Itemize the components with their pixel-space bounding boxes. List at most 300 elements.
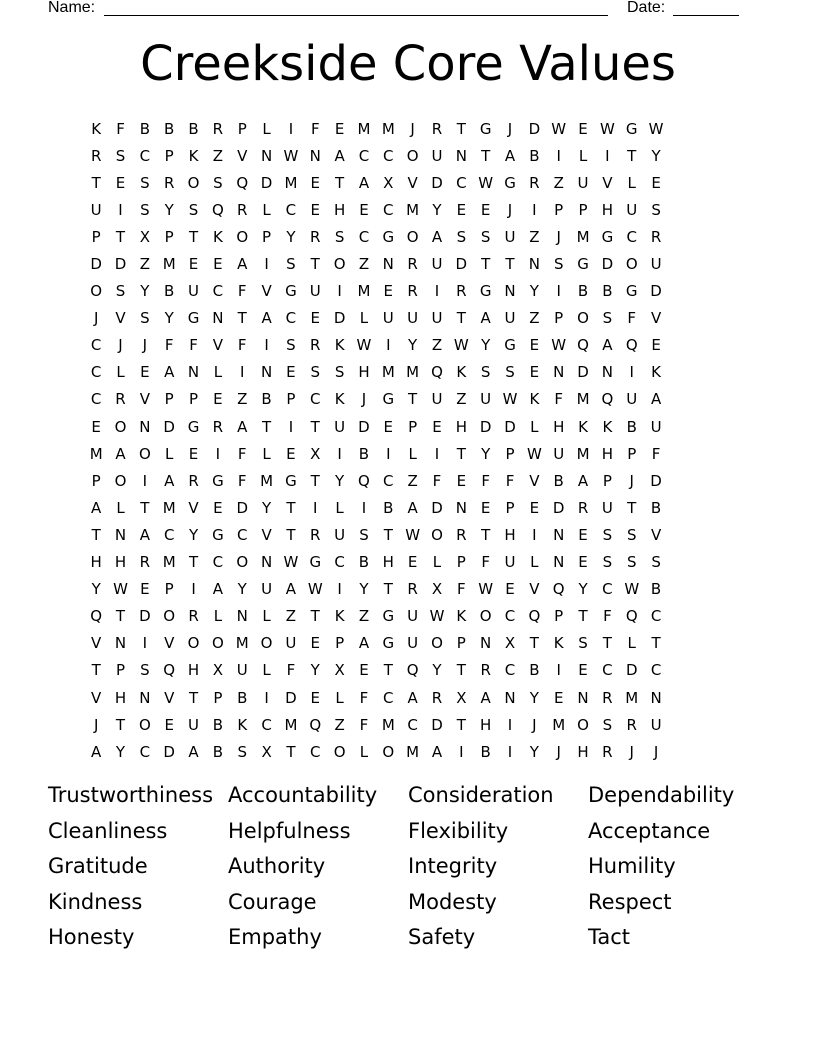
grid-letter: V [91,634,102,653]
grid-letter: A [602,336,613,355]
grid-letter: W [551,336,567,355]
grid-letter: E [213,390,223,409]
grid-letter: A [212,580,224,599]
grid-letter: M [162,255,176,274]
grid-letter: Y [140,282,150,301]
word-list-item: Courage [228,889,317,914]
grid-letter: K [456,607,467,626]
grid-letter: I [264,336,269,355]
grid-letter: A [188,742,199,761]
grid-letter: P [505,498,515,517]
grid-letter: G [577,255,589,274]
grid-letter: I [434,282,440,301]
grid-letter: U [309,282,321,301]
grid-letter: G [285,282,297,301]
grid-letter: U [504,553,516,572]
grid-letter: H [577,742,589,761]
grid-letter: L [262,200,271,219]
grid-letter: A [358,173,370,192]
grid-letter: Q [90,607,103,626]
grid-letter: L [262,607,271,626]
grid-letter: B [383,498,394,517]
grid-letter: I [507,742,513,761]
grid-letter: R [650,227,662,246]
word-list-item: Gratitude [48,854,148,879]
grid-letter: V [115,309,126,328]
grid-letter: T [481,255,491,274]
grid-letter: A [480,688,491,707]
grid-letter: U [504,227,516,246]
grid-letter: Y [335,471,345,490]
grid-letter: N [504,688,516,707]
grid-letter: E [164,715,174,734]
grid-letter: E [651,173,661,192]
grid-letter: S [602,715,613,734]
grid-letter: H [601,200,614,219]
grid-letter: G [479,282,492,301]
grid-row [84,278,732,305]
grid-letter: S [602,553,613,572]
grid-letter: V [529,471,540,490]
grid-letter: G [382,390,395,409]
grid-letter: H [90,553,102,572]
grid-letter: L [408,444,417,463]
grid-letter: F [237,471,247,490]
grid-letter: E [310,173,320,192]
grid-letter: K [212,227,223,246]
grid-letter: G [625,282,638,301]
grid-letter: Q [577,336,589,355]
grid-letter: K [334,607,345,626]
grid-letter: J [410,119,415,138]
grid-letter: U [188,715,200,734]
grid-letter: E [480,498,491,517]
grid-letter: W [429,607,445,626]
grid-letter: M [406,200,420,219]
grid-letter: T [456,444,466,463]
name-blank-line [104,15,608,16]
grid-letter: P [91,471,101,490]
grid-letter: Q [552,580,565,599]
grid-letter: G [382,607,395,626]
grid-letter: B [261,390,272,409]
grid-letter: Y [237,580,247,599]
grid-letter: H [114,553,127,572]
grid-letter: T [91,525,101,544]
grid-letter: R [310,336,321,355]
grid-letter: U [577,173,589,192]
grid-letter: T [140,498,150,517]
grid-letter: Y [286,227,296,246]
grid-row [84,630,732,657]
grid-letter: C [383,688,394,707]
grid-letter: T [627,146,637,165]
grid-letter: Z [529,309,540,328]
grid-letter: T [286,525,296,544]
grid-letter: N [212,309,224,328]
grid-letter: F [627,309,637,328]
grid-letter: P [554,309,564,328]
grid-letter: T [310,471,320,490]
grid-letter: N [260,363,273,382]
grid-letter: L [213,607,223,626]
grid-letter: C [285,200,297,219]
grid-letter: M [406,363,420,382]
word-list-item: Empathy [228,925,322,950]
grid-letter: U [90,200,102,219]
grid-letter: O [406,227,419,246]
grid-letter: I [507,715,513,734]
grid-letter: Z [334,715,345,734]
grid-letter: A [115,444,126,463]
grid-letter: S [140,200,150,219]
page-title: Creekside Core Values [140,36,676,92]
grid-letter: U [334,525,346,544]
name-label: Name: [48,0,96,16]
grid-letter: Z [358,607,370,626]
grid-letter: T [456,119,466,138]
grid-letter: D [260,173,273,192]
grid-letter: D [528,119,541,138]
grid-letter: S [578,634,588,653]
worksheet-header [0,0,816,20]
grid-letter: Z [553,173,564,192]
grid-letter: R [115,390,126,409]
grid-letter: M [284,173,298,192]
grid-letter: I [629,363,634,382]
grid-letter: E [91,417,101,436]
grid-letter: Z [358,255,370,274]
grid-row [84,738,732,765]
grid-letter: R [188,607,199,626]
grid-row [84,250,732,277]
grid-letter: I [556,661,561,680]
grid-letter: T [188,227,199,246]
grid-letter: J [93,309,99,328]
grid-letter: P [115,661,126,680]
grid-letter: E [334,119,345,138]
grid-letter: C [163,525,175,544]
grid-letter: C [139,146,151,165]
grid-letter: T [481,146,491,165]
grid-letter: Q [211,200,224,219]
grid-letter: E [432,417,442,436]
grid-letter: I [288,119,294,138]
word-list [48,780,768,958]
grid-letter: L [213,363,223,382]
grid-letter: G [625,119,638,138]
grid-letter: K [334,390,345,409]
grid-letter: X [383,173,394,192]
grid-letter: L [359,309,369,328]
grid-letter: K [553,634,564,653]
grid-letter: M [576,444,590,463]
grid-letter: N [455,498,467,517]
grid-letter: S [505,363,515,382]
grid-letter: T [529,634,539,653]
grid-letter: I [142,471,148,490]
grid-letter: E [407,553,418,572]
grid-letter: U [431,309,443,328]
grid-letter: I [605,146,610,165]
grid-letter: Y [115,742,126,761]
word-list-item: Authority [228,854,326,879]
grid-letter: I [264,688,269,707]
grid-letter: A [237,255,248,274]
grid-row [84,711,732,738]
grid-letter: T [286,498,296,517]
grid-letter: V [139,390,150,409]
grid-letter: M [260,471,274,490]
grid-letter: E [578,661,588,680]
grid-letter: W [478,580,494,599]
grid-letter: F [554,390,564,409]
grid-letter: D [431,498,443,517]
grid-letter: O [382,742,395,761]
grid-letter: B [358,444,370,463]
grid-letter: O [625,255,638,274]
grid-letter: F [359,688,369,707]
grid-letter: P [164,390,174,409]
grid-letter: U [650,715,662,734]
word-list-item: Cleanliness [48,818,168,843]
grid-letter: O [431,525,443,544]
grid-letter: R [407,255,418,274]
grid-letter: H [480,715,492,734]
grid-letter: C [236,525,248,544]
grid-letter: B [529,661,540,680]
grid-letter: C [90,390,102,409]
grid-letter: Y [408,336,418,355]
grid-letter: R [602,742,613,761]
grid-letter: D [163,742,175,761]
grid-letter: Q [163,661,176,680]
grid-row [84,196,732,223]
grid-letter: P [408,417,418,436]
grid-letter: B [212,742,224,761]
grid-letter: M [357,282,371,301]
grid-letter: K [529,390,540,409]
grid-letter: Q [431,363,443,382]
grid-letter: W [113,580,128,599]
grid-row [84,576,732,603]
grid-letter: L [359,742,369,761]
grid-letter: T [383,525,393,544]
grid-letter: I [386,444,391,463]
grid-letter: P [164,146,174,165]
grid-letter: F [164,336,174,355]
grid-letter: S [188,200,199,219]
grid-letter: S [626,553,637,572]
grid-letter: N [114,634,127,653]
grid-letter: H [504,525,516,544]
word-list-item: Helpfulness [228,818,351,843]
grid-letter: U [261,580,273,599]
grid-letter: I [118,200,123,219]
grid-letter: D [577,363,589,382]
grid-letter: S [115,282,126,301]
grid-letter: G [382,227,395,246]
grid-letter: E [310,309,320,328]
grid-letter: L [116,498,125,517]
grid-letter: P [189,390,199,409]
grid-letter: M [284,715,298,734]
grid-letter: F [237,282,247,301]
grid-letter: D [601,255,614,274]
grid-letter: D [358,417,370,436]
grid-letter: H [601,444,614,463]
grid-letter: N [553,525,565,544]
grid-letter: P [164,580,174,599]
grid-letter: Z [407,471,418,490]
grid-letter: A [431,742,443,761]
word-list-item: Honesty [48,925,135,950]
grid-letter: W [502,390,518,409]
grid-letter: O [577,715,589,734]
grid-letter: T [261,417,272,436]
grid-letter: C [456,173,467,192]
grid-letter: B [602,282,613,301]
grid-row [84,359,732,386]
grid-letter: Y [261,498,272,517]
grid-letter: S [602,309,613,328]
word-list-item: Kindness [48,889,143,914]
grid-letter: A [237,417,248,436]
grid-letter: O [163,607,176,626]
grid-letter: R [163,173,175,192]
grid-letter: R [456,282,467,301]
grid-letter: R [139,553,151,572]
grid-letter: K [456,363,467,382]
grid-letter: W [283,553,299,572]
grid-letter: V [602,173,613,192]
grid-letter: P [554,607,564,626]
grid-letter: G [504,173,516,192]
grid-letter: L [335,688,344,707]
grid-letter: M [381,119,395,138]
grid-letter: O [577,309,589,328]
grid-letter: C [383,200,394,219]
grid-row [84,684,732,711]
grid-letter: V [650,309,662,328]
grid-letter: I [264,255,269,274]
grid-row [84,305,732,332]
grid-letter: P [456,634,466,653]
grid-letter: I [215,444,221,463]
grid-letter: R [407,282,418,301]
date-label: Date: [627,0,666,16]
grid-letter: G [285,471,297,490]
grid-letter: L [116,363,125,382]
grid-letter: N [455,146,467,165]
grid-letter: C [650,607,662,626]
grid-letter: M [162,498,176,517]
grid-letter: I [386,336,391,355]
grid-letter: C [90,363,102,382]
grid-letter: Q [528,607,541,626]
grid-letter: K [651,363,661,382]
grid-letter: V [529,580,540,599]
grid-letter: A [407,498,418,517]
grid-letter: G [187,417,200,436]
grid-letter: Z [456,390,467,409]
grid-letter: J [361,390,367,409]
word-list-item: Consideration [408,783,554,807]
grid-letter: O [114,471,127,490]
grid-letter: R [237,200,248,219]
grid-letter: N [139,417,151,436]
grid-letter: E [456,200,467,219]
grid-letter: Y [91,580,101,599]
grid-letter: G [479,119,492,138]
grid-letter: K [237,715,248,734]
grid-letter: F [286,661,296,680]
grid-letter: O [260,634,273,653]
grid-letter: O [333,255,346,274]
grid-letter: N [260,146,273,165]
grid-letter: J [653,742,659,761]
grid-letter: B [188,119,199,138]
grid-letter: S [480,363,491,382]
grid-letter: U [480,390,492,409]
grid-letter: F [603,607,612,626]
grid-letter: E [310,688,320,707]
grid-letter: B [553,471,564,490]
grid-letter: A [431,227,443,246]
grid-letter: M [381,715,395,734]
grid-letter: A [358,634,370,653]
grid-letter: Y [481,444,491,463]
grid-letter: E [480,200,491,219]
grid-letter: D [504,417,516,436]
grid-letter: X [310,444,321,463]
grid-letter: E [213,498,223,517]
grid-letter: K [602,417,613,436]
grid-letter: E [553,688,564,707]
grid-letter: Y [188,525,199,544]
grid-row [84,223,732,250]
grid-letter: J [532,715,537,734]
word-list-item: Dependability [588,783,735,807]
grid-letter: O [333,742,346,761]
grid-letter: N [139,688,151,707]
grid-letter: Y [651,146,661,165]
grid-letter: D [139,607,151,626]
grid-letter: I [337,580,342,599]
grid-letter: J [556,227,561,246]
grid-letter: Y [578,580,588,599]
grid-letter: E [140,580,150,599]
grid-letter: A [480,309,491,328]
grid-letter: Y [164,200,174,219]
grid-letter: T [237,309,247,328]
word-list-item: Integrity [408,854,498,879]
grid-letter: K [578,417,588,436]
grid-letter: S [286,336,296,355]
grid-letter: D [236,498,249,517]
grid-letter: C [602,580,613,599]
grid-row [84,413,732,440]
grid-letter: J [556,742,561,761]
grid-letter: O [431,634,443,653]
grid-letter: E [578,525,588,544]
grid-letter: U [504,309,516,328]
grid-letter: M [235,634,249,653]
grid-letter: A [334,146,345,165]
grid-letter: Z [529,227,540,246]
grid-letter: T [481,525,491,544]
grid-letter: X [139,227,150,246]
